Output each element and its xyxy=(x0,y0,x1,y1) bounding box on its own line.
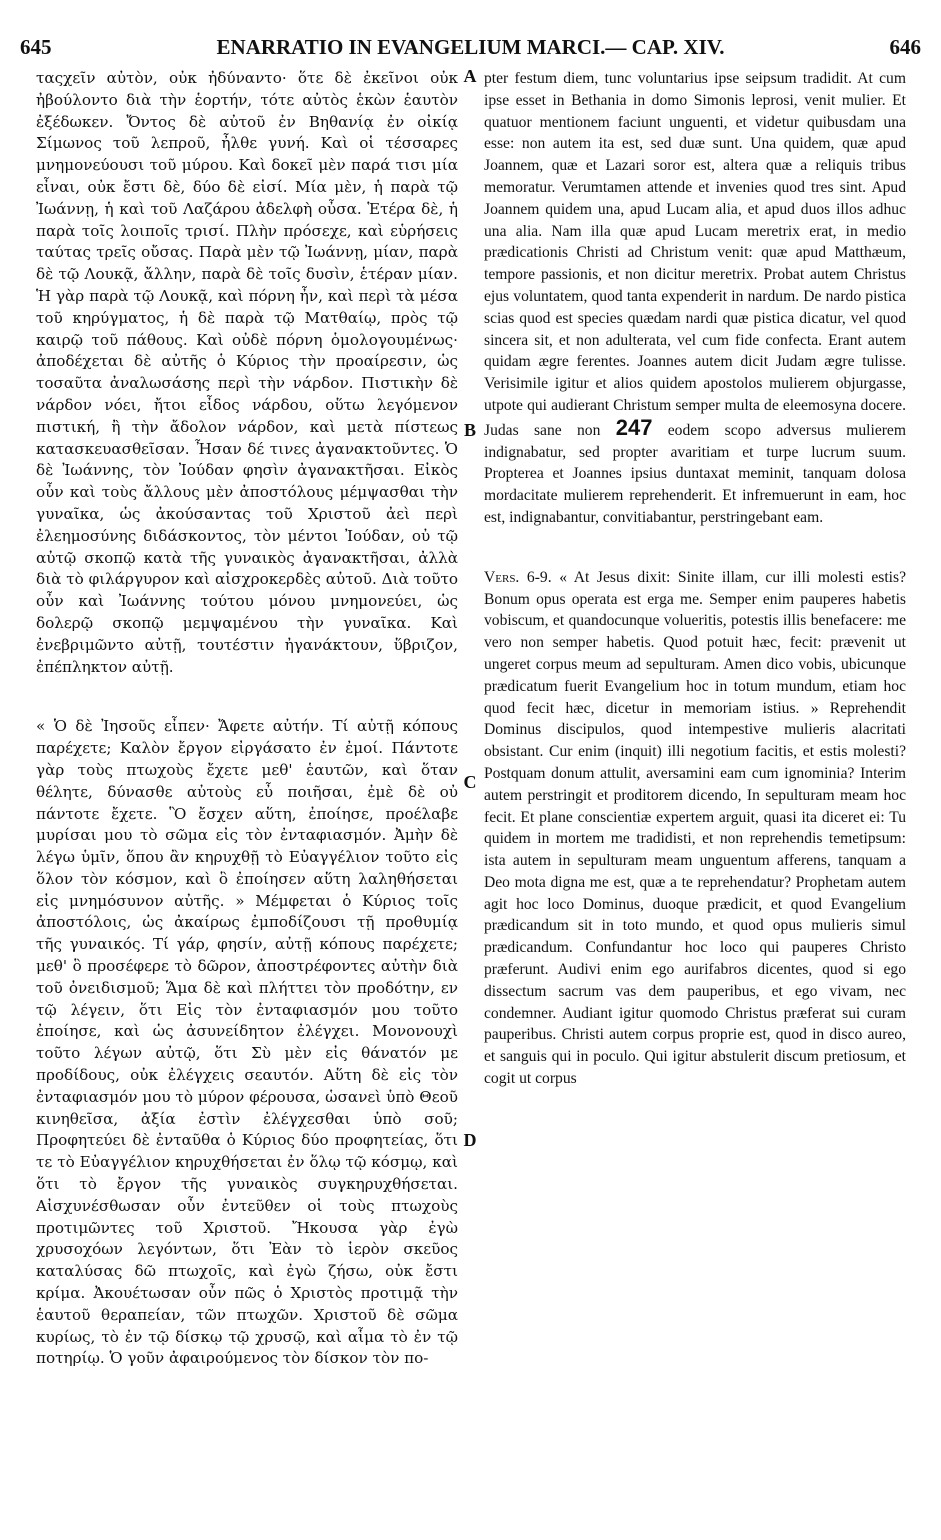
verse-label: Vers. 6-9. xyxy=(484,568,552,586)
left-column-number: 645 xyxy=(20,34,52,59)
greek-column xyxy=(36,68,458,1370)
latin-column xyxy=(484,68,906,1090)
latin-paragraph-2 xyxy=(484,567,906,1090)
inline-column-number: 247 xyxy=(615,414,653,440)
page-header xyxy=(20,28,921,66)
greek-paragraph-1: ταςχεῖν αὐτὸν, οὐκ ἠδύναντο· ὅτε δὲ ἐκεῖνοι οὐκ ἠβούλοντο διὰ τὴν ἑορτήν, τότε αὐτὸς ἑκὼν ἑαυτὸν ἐξέδωκεν. Ὄντος δὲ αὐτοῦ ἐν Βηθανίᾳ ἐν οἰκίᾳ Σίμωνος τοῦ λεπροῦ, ἦλθε γυνή. Καὶ οἱ τέσσαρες μνημονεύουσι τοῦ μύρου. Καὶ δοκεῖ μὲν παρά τισι μία εἶναι, οὐκ ἔστι δὲ, δύο δὲ εἰσί. Μία μὲν, ἡ παρὰ τῷ Ἰωάννῃ, ἡ καὶ τοῦ Λαζάρου ἀδελφὴ οὖσα. Ἑτέρα δὲ, ἡ παρὰ τοῖς λοιποῖς τρισί. Πλὴν πρόσεχε, καὶ εὑρήσεις ταύτας τρεῖς οὔσας. Παρὰ μὲν τῷ Ἰωάννῃ, μίαν, παρὰ δὲ τῷ Λουκᾷ, ἄλλην, παρὰ δὲ τοῖς δυσὶν, ἑτέραν μίαν. Ἡ γὰρ παρὰ τῷ Λουκᾷ, καὶ πόρνη ἦν, καὶ περὶ τὰ μέσα τοῦ κηρύγματος, ἡ δὲ παρὰ τῷ Ματθαίῳ, πρὸς τῷ καιρῷ τοῦ πάθους. Καὶ οὐδὲ πόρνη ὁμολογουμένως· ἀποδέχεται δὲ αὐτῆς ὁ Κύριος τὴν προαίρεσιν, ὡς τοσαῦτα ἀναλωσάσης περὶ τὴν νάρδον. Πιστικὴν δὲ νάρδον νόει, ἤτοι εἶδος νάρδου, οὕτω λεγόμενον πιστική, ἢ τὴν ἄδολον νάρδον, καὶ μετὰ πίστεως κατασκευασθεῖσαν. Ἦσαν δέ τινες ἀγανακτοῦντες. Ὁ δὲ Ἰωάννης, τὸν Ἰούδαν φησὶν ἀγανακτῆσαι. Εἰκὸς οὖν καὶ τοὺς ἄλλους μὲν ἀποστόλους μέμψασθαι τὴν γυναῖκα, ὡς ἀκούσαντας τοῦ Χριστοῦ ἀεὶ περὶ ἐλεημοσύνης διδάσκοντος, τὸν μέντοι Ἰούδαν, οὐ τῷ αὐτῷ σκοπῷ κατὰ τῆς γυναικὸς ἀγανακτῆσαι, ἀλλὰ διὰ τὸ φιλάργυρον καὶ αἰσχροκερδὲς αὐτοῦ. Διὰ τοῦτο οὖν καὶ Ἰωάννης τούτου μόνου μνημονεύει, ὡς δολερῷ σκοπῷ μεμψαμένου τὴν γυναῖκα. Καὶ ἐνεβριμῶντο αὐτῇ, τουτέστιν ἠγανάκτουν, ὕβριζον, ἐπέπληκτον αὐτῇ. xyxy=(36,69,458,676)
latin-verse-text: « At Jesus dixit: Sinite illam, cur illi molesti estis? Bonum opus operata est erga me. Semper enim pauperes habetis vobiscum, et quandocunque volueritis, potestis illis benefacere: me vero non semper habetis. Quod potuit hæc, fecit: prævenit ut ungeret corpus meum ad sepulturam. Amen dico vobis, ubicunque prædicatum fuerit Evangelium hoc in totum mundum, etiam hoc quod fecit hæc, dicetur in memoriam istius. » Reprehendit Dominus discipulos, quod intempestive mulieris alacritati obsistant. Cur enim (inquit) illi negotium facitis, et estis molesti? Postquam donum attulit, aversamini eam cum ignominia? Interim autem perstringit et proditorem dicendo, In sepulturam meam hoc fecit. Et plane conscientiæ expertem arguit, quasi ita diceret ei: Tu quidem in mortem me tradidisti, et non reprehendis temetipsum: ista autem in sepulturam meam unguentum afferens, tanquam a Deo mota digna me est, quæ a te reprehendatur? Prophetam autem agit hoc loco Dominus, duoque prædicit, et quod Evangelium prædicandum sit in toto mundo, et quod opus mulieris simul prædicandum. Confundantur hoc loco qui pauperes Christo præferunt. Audivi enim ego aurifabros dicentes, quod si ego dissectum sacrum vas dem pauperibus, et ego vivam, nec condemner. Audiant igitur quomodo Christus præferat sui curam pauperibus. Christi autem corpus proprie est, quod in disco aureo, et sanguis qui in poculo. Qui igitur abstulerit discum pretiosum, et cogit ut corpus xyxy=(484,568,906,1088)
greek-paragraph-2: « Ὁ δὲ Ἰησοῦς εἶπεν· Ἄφετε αὐτήν. Τί αὐτῇ κόπους παρέχετε; Καλὸν ἔργον εἰργάσατο ἐν ἐμοί. Πάντοτε γὰρ τοὺς πτωχοὺς ἔχετε μεθ' ἑαυτῶν, καὶ ὅταν θέλητε, δύνασθε αὐτοὺς εὖ ποιῆσαι, ἐμὲ δὲ οὐ πάντοτε ἔχετε. Ὃ ἔσχεν αὕτη, ἐποίησε, προέλαβε μυρίσαι μου τὸ σῶμα εἰς τὸν ἐνταφιασμόν. Ἀμὴν δὲ λέγω ὑμῖν, ὅπου ἂν κηρυχθῇ τὸ Εὐαγγέλιον τοῦτο εἰς ὅλον τὸν κόσμον, καὶ ὃ ἐποίησεν αὕτη λαληθήσεται εἰς μνημόσυνον αὐτῆς. » Μέμφεται ὁ Κύριος τοῖς ἀποστόλοις, ὡς ἀκαίρως ἐμποδίζουσι τῇ προθυμίᾳ τῆς γυναικός. Τί γάρ, φησίν, αὐτῇ κόπους παρέχετε; μεθ' ὃ προσέφερε τὸ δῶρον, ἀποστρέφοντες αὐτὴν διὰ τοῦ ὀνειδισμοῦ; Ἅμα δὲ καὶ πλήττει τὸν προδότην, εν τῷ λέγειν, ὅτι Εἰς τὸν ἐνταφιασμόν μου τοῦτο ἐποίησε, καὶ ὡς ἀσυνείδητον ἐλέγχει. Μονονουχὶ τοῦτο λέγων αὐτῷ, ὅτι Σὺ μὲν εἰς θάνατόν με προδίδους, οὐκ ἐλέγχεις σεαυτόν. Αὕτη δὲ εἰς τὸν ἐνταφιασμόν μου τὸ μύρον φέρουσα, ὡσανεὶ ὑπὸ Θεοῦ κινηθεῖσα, ἀξία ἐστὶν ἐλέγχεσθαι ὑπὸ σοῦ; Προφητεύει δὲ ἐνταῦθα ὁ Κύριος δύο προφητείας, ὅτι τε τὸ Εὐαγγέλιον κηρυχθήσεται ἐν ὅλῳ τῷ κόσμῳ, καὶ ὅτι τὸ ἔργον τῆς γυναικὸς συγκηρυχθήσεται. Αἰσχυνέσθωσαν οὖν ἐντεῦθεν οἱ τοὺς πτωχοὺς προτιμῶντες τοῦ Χριστοῦ. Ἤκουσα γὰρ ἐγὼ χρυσοχόων λεγόντων, ὅτι Ἐὰν τὸ ἱερὸν σκεῦος καταλύσας δῶ πτωχοῖς, καὶ ἐγὼ ζήσω, οὐκ ἔστι κρίμα. Ἀκουέτωσαν οὖν πῶς ὁ Χριστὸς προτιμᾷ τὴν ἑαυτοῦ θεραπείαν, τῶν πτωχῶν. Χριστοῦ δὲ σῶμα κυρίως, τὸ ἐν τῷ δίσκῳ τῷ χρυσῷ, καὶ αἷμα τὸ ἐν τῷ ποτηρίῳ. Ὁ γοῦν ἀφαιρούμενος τὸν δίσκον τὸν πο- xyxy=(36,717,458,1368)
latin-text-after-number: eodem scopo adversus mulierem indignabatur, sed propter avaritiam et turpe lucrum suum. Propterea et Joannes ipsius duntaxat meminit, tanquam dolosa mordacitate mulierem reprehenderit. Et infremuerunt in eam, hoc est, indignabantur, convitiabantur, perstringebant eam. xyxy=(484,421,906,526)
margin-letter-a: A xyxy=(463,66,477,86)
latin-paragraph-1 xyxy=(484,68,906,529)
latin-text-before-number: pter festum diem, tunc voluntarius ipse seipsum tradidit. At cum ipse esset in Bethania in domo Simonis leprosi, venit mulier. Et quatuor mentionem faciunt unguenti, et videtur quibusdam una esse: non autem ita est, sed duæ sunt. Una quidem, quæ apud Joannem, quæ et Lazari soror est, altera quæ a reliquis tribus memoratur. Verumtamen attende et invenies quod tres sint. Apud Joannem quidem una, apud Lucam alia, et apud duos illos adhuc una alia. Nam illa quæ apud Lucam meretrix erat, in medio prædicationis Christi ad Christum venit: quæ apud Matthæum, tempore passionis, et non dicitur meretrix. Probat autem Christus ejus voluntatem, quod tanta expenderit in nardum. De nardo pistica scias quod est species quædam nardi quæ pistica dicatur, vel quod sincera sit, et non adulterata, vel cum fide confecta. Erant autem quidam ægre ferentes. Joannes autem dicit Judam ægre tulisse. Verisimile igitur et alios quidem apostolos mulierem objurgasse, utpote qui audierant Christum semper multa de eleemosyna docere. Judas sane non xyxy=(484,70,906,439)
running-title: ENARRATIO IN EVANGELIUM MARCI.— CAP. XIV. xyxy=(216,34,725,59)
margin-letter-d: D xyxy=(463,1130,477,1150)
margin-letter-c: C xyxy=(463,772,477,792)
margin-letter-b: B xyxy=(463,420,476,440)
right-column-number: 646 xyxy=(889,34,921,59)
